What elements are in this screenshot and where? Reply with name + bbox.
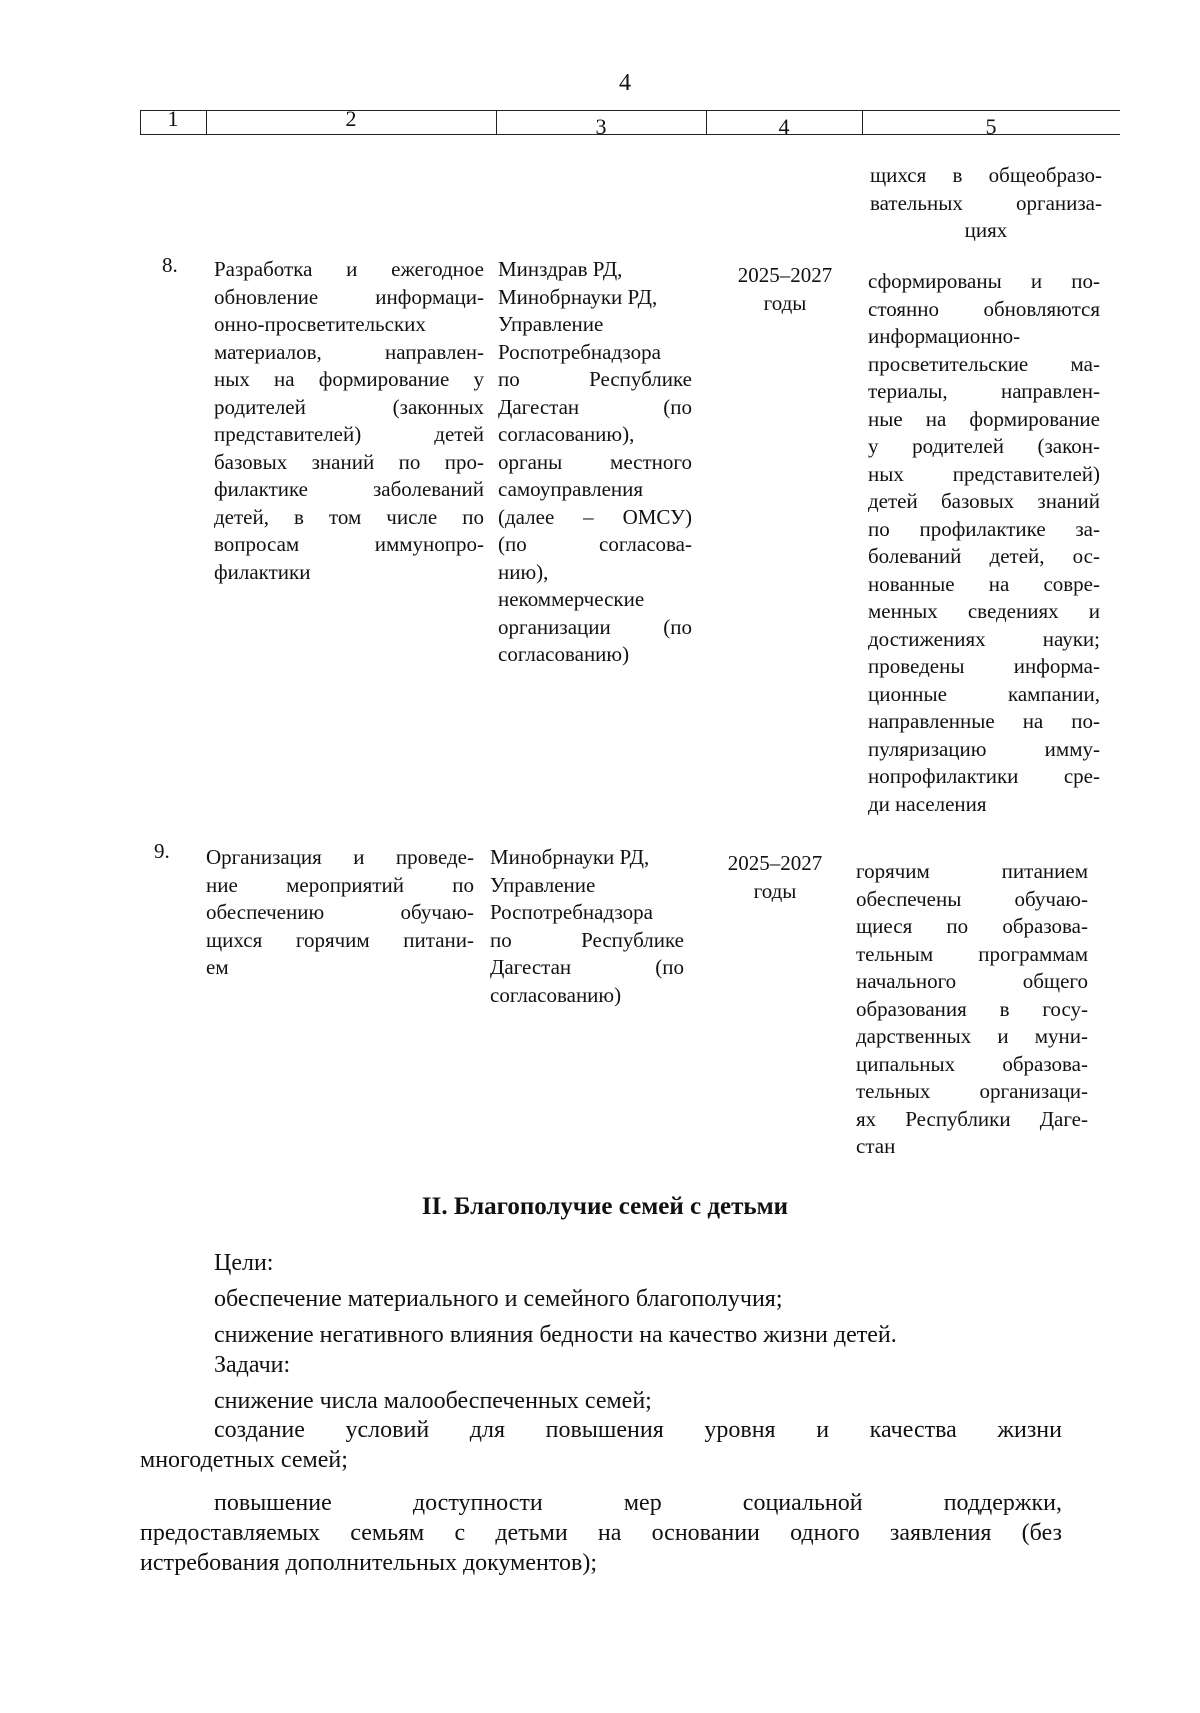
row-9-number: 9. — [154, 839, 170, 863]
section-title: II. Благополучие семей с детьми — [421, 1193, 789, 1220]
continuation-result: щихся в общеобразо- вательных организа- циях — [870, 163, 1102, 242]
page-number: 4 — [619, 70, 631, 96]
task-item: снижение числа малообеспеченных семей; — [214, 1388, 652, 1414]
header-col-4: 4 — [778, 114, 790, 139]
task-item: повышение доступности мер социальной поддержки, предоставляемых семьям с детьми на основании одного заявления (без истребования дополнительных документов); — [140, 1490, 1062, 1576]
header-col-1: 1 — [167, 106, 179, 131]
row-8-number: 8. — [162, 253, 178, 277]
goal-item: снижение негативного влияния бедности на качество жизни детей. — [214, 1322, 897, 1348]
table-header-row — [140, 106, 1120, 146]
task-item: создание условий для повышения уровня и качества жизни многодетных семей; — [140, 1417, 1062, 1473]
row-9-executors: Минобрнауки РД, Управление Роспотребнадзора по Республике Дагестан (по согласованию) — [490, 845, 684, 1007]
row-8-executors: Минздрав РД, Минобрнауки РД, Управление Роспотребнадзора по Республике Дагестан (по согласованию), органы местного самоуправления (далее – ОМСУ) (по согласова- нию), некоммерческие организации (по согласованию) — [498, 257, 692, 666]
row-8-period: 2025–2027 годы — [737, 263, 833, 315]
goals-label: Цели: — [214, 1250, 274, 1276]
tasks-label: Задачи: — [214, 1352, 291, 1378]
header-col-2: 2 — [345, 106, 357, 131]
row-8-measure: Разработка и ежегодное обновление информаци- онно-просветительских материалов, направлен- ных на формирование у родителей (законных представителей) детей базовых знаний по про- филактике заболеваний детей, в том числе по вопросам иммунопро- филактики — [214, 257, 484, 584]
row-9-measure: Организация и проведе- ние мероприятий по обеспечению обучаю- щихся горячим питани- ем — [206, 845, 474, 979]
row-8-result: сформированы и по- стоянно обновляются информационно- просветительские ма- териалы, направлен- ные на формирование у родителей (закон- ных представителей) детей базовых знаний по профилактике за- болеваний детей, ос- нованные на совре- менных сведениях и достижениях науки; проведены информа- ционные кампании, направленные на по- пуляризацию имму- нопрофилактики сре- ди населения — [868, 269, 1100, 816]
row-9-period: 2025–2027 годы — [727, 851, 823, 903]
row-9-result: горячим питанием обеспечены обучаю- щиеся по образова- тельным программам начального общего образования в госу- дарственных и муни- ципальных образова- тельных организаци- ях Республики Даге- стан — [856, 859, 1088, 1158]
header-col-3: 3 — [595, 114, 607, 139]
goal-item: обеспечение материального и семейного благополучия; — [214, 1286, 783, 1312]
header-col-5: 5 — [985, 114, 997, 139]
